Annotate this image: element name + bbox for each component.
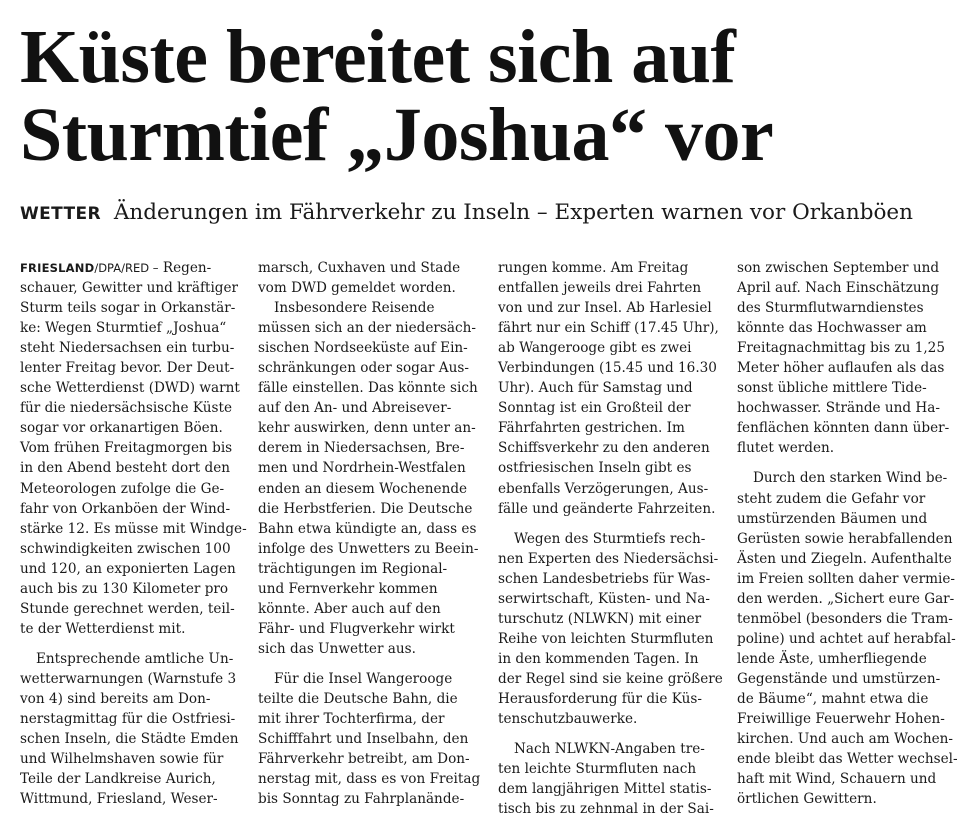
body-text-line: de Bäume“, mahnt etwa die <box>737 690 929 707</box>
body-text-line: schen Inseln, die Städte Emden <box>20 731 239 748</box>
body-text-line: Gegenstände und umstürzen- <box>737 670 941 687</box>
body-text-line: ke: Wegen Sturmtief „Joshua“ <box>20 320 227 337</box>
body-text-line: Fähr- und Flugverkehr wirkt <box>258 620 455 637</box>
body-text-line: Sturm teils sogar in Orkanstär- <box>20 300 236 317</box>
body-text-line: schränkungen oder sogar Aus- <box>258 360 469 377</box>
body-text-line: müssen sich an der niedersäch- <box>258 320 476 337</box>
body-text-line: lende Äste, umherfliegende <box>737 650 927 667</box>
body-text-line: hochwasser. Strände und Ha- <box>737 400 940 417</box>
body-text-line: Schiffsverkehr zu den anderen <box>498 440 710 457</box>
body-text-line: Vom frühen Freitagmorgen bis <box>20 440 233 457</box>
body-text-line: könnte. Aber auch auf den <box>258 600 441 617</box>
body-text-line: derem in Niedersachsen, Bre- <box>258 440 465 457</box>
article-column-1 <box>20 258 247 809</box>
body-text-line: Sonntag ist ein Großteil der <box>498 400 691 417</box>
body-text-line: sischen Nordseeküste auf Ein- <box>258 340 468 357</box>
headline <box>20 15 960 177</box>
body-text-line: in den Abend besteht dort den <box>20 460 231 477</box>
body-text-line: steht zudem die Gefahr vor <box>737 490 926 507</box>
body-text-line: te der Wetterdienst mit. <box>20 620 186 637</box>
body-text-line: und Wilhelmshaven sowie für <box>20 751 224 768</box>
body-text-fragment: Regen- <box>158 260 212 276</box>
body-text-line: kirchen. Und auch am Wochen- <box>737 731 953 748</box>
subheadline-text: Änderungen im Fährverkehr zu Inseln – Experten warnen vor Orkanböen <box>113 200 913 225</box>
body-text-line: Durch den starken Wind be- <box>753 470 948 487</box>
body-text-line: steht Niedersachsen ein turbu- <box>20 340 235 357</box>
paragraph-gap <box>258 659 474 669</box>
body-text-line: marsch, Cuxhaven und Stade <box>258 260 461 276</box>
body-text-line: fährt nur ein Schiff (17.45 Uhr), <box>498 320 719 337</box>
body-text-line: Verbindungen (15.45 und 16.30 <box>498 360 717 377</box>
body-text-line: serwirtschaft, Küsten- und Na- <box>498 590 710 607</box>
body-text-line: dem langjährigen Mittel statis- <box>498 781 712 798</box>
body-text-line: tenschutzbauwerke. <box>498 711 638 728</box>
body-text-line: umstürzenden Bäumen und <box>737 510 928 527</box>
body-text-line: Fährverkehr betreibt, am Don- <box>258 751 470 768</box>
body-text-line: vom DWD gemeldet worden. <box>258 280 456 297</box>
body-text-line: bis Sonntag zu Fahrplanände- <box>258 791 465 808</box>
body-text-line: und Fernverkehr kommen <box>258 580 438 597</box>
body-text-line: entfallen jeweils drei Fahrten <box>498 280 702 297</box>
body-text-line: enden an diesem Wochenende <box>258 480 468 497</box>
body-text-line: den werden. „Sichert eure Gar- <box>737 590 955 607</box>
body-text-line: Freitagnachmittag bis zu 1,25 <box>737 340 945 357</box>
body-text-line: Teile der Landkreise Aurich, <box>20 771 216 788</box>
body-text-line: Ästen und Ziegeln. Aufenthalte <box>737 550 952 567</box>
body-text-line: sonst übliche mittlere Tide- <box>737 380 927 397</box>
body-text-line: schwindigkeiten zwischen 100 <box>20 540 231 557</box>
dateline-source: /DPA/RED – <box>94 261 159 275</box>
headline-line-2: Sturmtief „Joshua“ vor <box>20 93 774 177</box>
body-text-line: Meter höher auflaufen als das <box>737 360 945 377</box>
body-text-line: des Sturmflutwarndienstes <box>737 300 924 317</box>
body-text-line: schauer, Gewitter und kräftiger <box>20 280 239 297</box>
body-text-line: ab Wangerooge gibt es zwei <box>498 340 692 357</box>
body-text-line: der Regel sind sie keine größere <box>498 670 723 687</box>
article-column-3 <box>498 258 723 819</box>
paragraph-gap <box>20 639 236 649</box>
body-text-line: Bahn etwa kündigte an, dass es <box>258 520 477 537</box>
body-text-line: Für die Insel Wangerooge <box>274 670 453 687</box>
body-text-line: teilte die Deutsche Bahn, die <box>258 690 458 707</box>
body-text-line: Nach NLWKN-Angaben tre- <box>514 741 705 758</box>
body-text-line: fälle einstellen. Das könnte sich <box>258 380 478 397</box>
body-text-line: lenter Freitag bevor. Der Deut- <box>20 360 235 377</box>
body-text-line: ostfriesischen Inseln gibt es <box>498 460 692 477</box>
body-text-line: tisch bis zu zehnmal in der Sai- <box>498 801 714 818</box>
headline-line-1: Küste bereitet sich auf <box>20 15 736 99</box>
body-text-line: Entsprechende amtliche Un- <box>36 650 234 667</box>
body-text-line: Uhr). Auch für Samstag und <box>498 380 693 397</box>
body-text-line: Schifffahrt und Inselbahn, den <box>258 731 469 748</box>
body-text-line: trächtigungen im Regional- <box>258 560 448 577</box>
body-text-line: von 4) sind bereits am Don- <box>20 690 211 707</box>
article-column-4 <box>737 258 958 809</box>
body-text-line: die Herbstferien. Die Deutsche <box>258 500 473 517</box>
body-text-line: sogar vor orkanartigen Böen. <box>20 420 223 437</box>
body-text-line: Stunde gerechnet werden, teil- <box>20 600 235 617</box>
body-text-line: Meteorologen zufolge die Ge- <box>20 480 225 497</box>
body-text-line: son zwischen September und <box>737 260 940 276</box>
body-text-line: wetterwarnungen (Warnstufe 3 <box>20 670 237 687</box>
article-column-2 <box>258 258 481 809</box>
body-text-line: sche Wetterdienst (DWD) warnt <box>20 380 240 397</box>
body-text-line: nerstagmittag für die Ostfriesi- <box>20 711 236 728</box>
dateline-line <box>20 258 236 278</box>
paragraph-gap <box>737 458 953 468</box>
paragraph-gap <box>498 729 714 739</box>
body-text-line: sich das Unwetter aus. <box>258 640 416 657</box>
body-text-line: kehr auswirken, denn unter an- <box>258 420 476 437</box>
body-text-line: flutet werden. <box>737 440 835 457</box>
body-text-line: fahr von Orkanböen der Wind- <box>20 500 231 517</box>
body-text-line: Herausforderung für die Küs- <box>498 690 702 707</box>
body-text-line: tenmöbel (besonders die Tram- <box>737 610 953 627</box>
body-text-line: Reihe von leichten Sturmfluten <box>498 630 714 647</box>
body-text-line: könnte das Hochwasser am <box>737 320 927 337</box>
body-text-line: turschutz (NLWKN) mit einer <box>498 610 702 627</box>
body-text-line: infolge des Unwetters zu Beein- <box>258 540 479 557</box>
body-text-line: rungen komme. Am Freitag <box>498 260 689 276</box>
dateline-location: FRIESLAND <box>20 261 95 275</box>
body-text-line: poline) und achtet auf herabfal- <box>737 630 956 647</box>
body-text-line: mit ihrer Tochterfirma, der <box>258 711 445 728</box>
body-text-line: Insbesondere Reisende <box>274 300 435 317</box>
body-text-line: Gerüsten sowie herabfallenden <box>737 530 953 547</box>
body-text-line: ebenfalls Verzögerungen, Aus- <box>498 480 709 497</box>
body-text-line: für die niedersächsische Küste <box>20 400 232 417</box>
section-kicker: WETTER <box>20 204 102 224</box>
body-text-line: von und zur Insel. Ab Harlesiel <box>498 300 712 317</box>
body-text-line: schen Landesbetriebs für Was- <box>498 570 711 587</box>
body-text-line: fenflächen könnten dann über- <box>737 420 950 437</box>
body-text-line: nen Experten des Niedersächsi- <box>498 550 719 567</box>
body-text-line: nerstag mit, dass es von Freitag <box>258 771 481 788</box>
body-text-line: men und Nordrhein-Westfalen <box>258 460 466 477</box>
body-text-line: stärke 12. Es müsse mit Windge- <box>20 520 247 537</box>
body-text-line: fälle und geänderte Fahrzeiten. <box>498 500 716 517</box>
paragraph-gap <box>498 519 714 529</box>
body-text-line: ende bleibt das Wetter wechsel- <box>737 751 958 768</box>
body-text-line: Wittmund, Friesland, Weser- <box>20 791 218 808</box>
body-text-line: auf den An- und Abreisever- <box>258 400 452 417</box>
body-text-line: örtlichen Gewittern. <box>737 791 877 808</box>
body-text-line: und 120, an exponierten Lagen <box>20 560 236 577</box>
body-text-line: im Freien sollten daher vermie- <box>737 570 955 587</box>
body-text-line: Fährfahrten gestrichen. Im <box>498 420 685 437</box>
subheadline <box>20 200 960 225</box>
body-text-line: in den kommenden Tagen. In <box>498 650 699 667</box>
body-text-line: haft mit Wind, Schauern und <box>737 771 937 788</box>
body-text-line: April auf. Nach Einschätzung <box>737 280 940 297</box>
body-text-line: ten leichte Sturmfluten nach <box>498 761 697 778</box>
body-text-line: auch bis zu 130 Kilometer pro <box>20 580 229 597</box>
body-text-line: Wegen des Sturmtiefs rech- <box>514 530 706 547</box>
body-text-line: Freiwillige Feuerwehr Hohen- <box>737 711 945 728</box>
